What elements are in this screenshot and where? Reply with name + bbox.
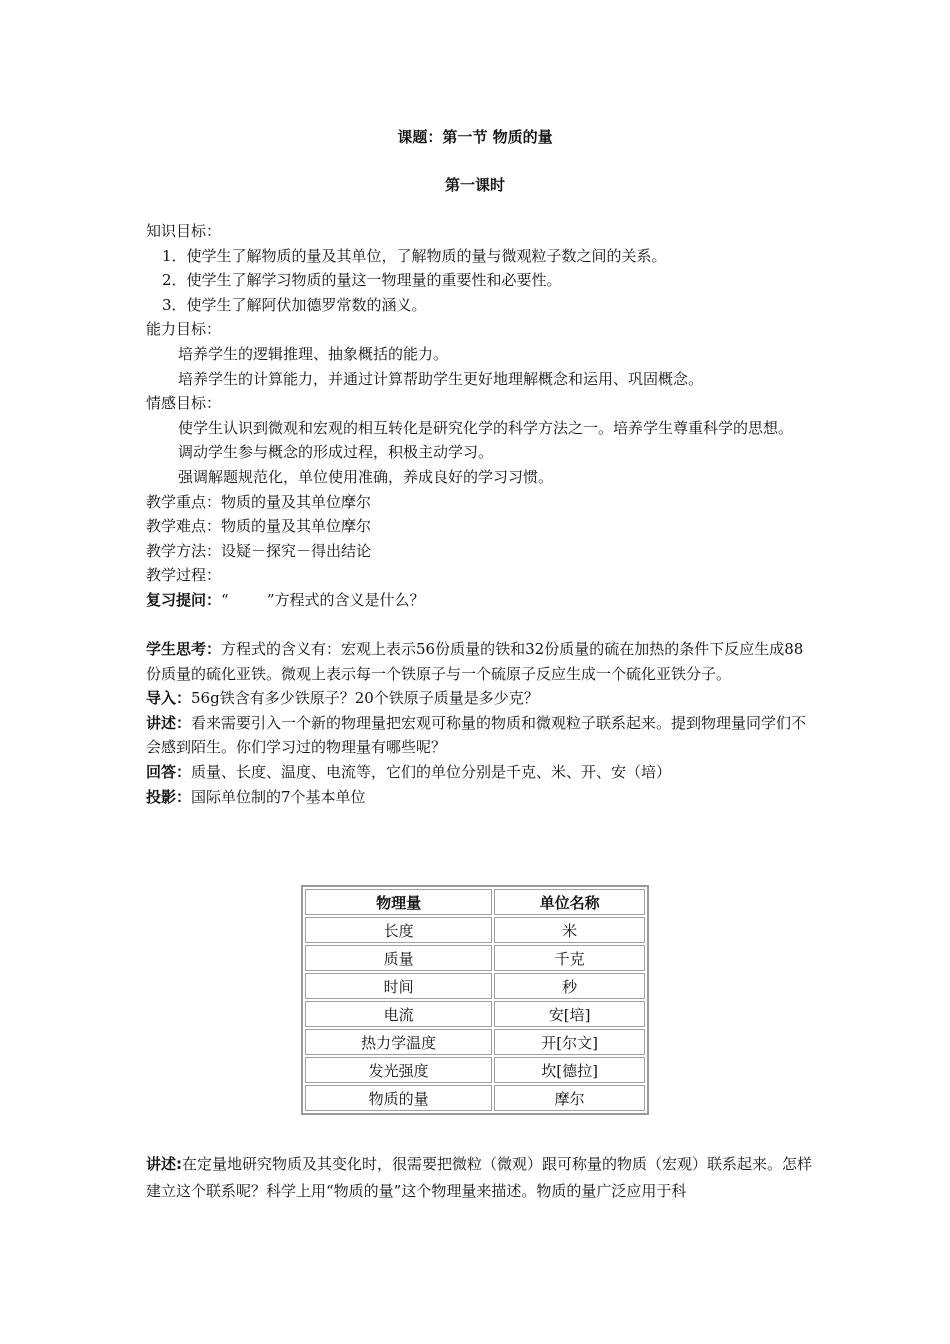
student-thinking <box>146 637 812 686</box>
table-header-cell: 单位名称 <box>494 889 645 915</box>
teaching-process: 教学过程： <box>146 566 222 585</box>
answer-label: 回答： <box>146 763 192 782</box>
intro <box>146 686 816 711</box>
lesson-title: 课题：第一节 物质的量 <box>397 128 553 146</box>
emotion-goal-item: 强调解题规范化，单位使用准确，养成良好的学习习惯。 <box>178 467 554 486</box>
ability-goal-item: 培养学生的逻辑推理、抽象概括的能力。 <box>178 344 449 363</box>
lecture-1-label: 讲述： <box>146 713 192 732</box>
review-label: 复习提问： <box>146 590 222 609</box>
projection <box>146 785 816 810</box>
table-cell: 开[尔文] <box>494 1029 645 1055</box>
knowledge-goal-item: 3．使学生了解阿伏加德罗常数的涵义。 <box>162 295 427 314</box>
table-cell: 秒 <box>494 973 645 999</box>
table-cell: 电流 <box>305 1001 492 1027</box>
table-cell: 长度 <box>305 917 492 943</box>
ability-goals-heading: 能力目标： <box>146 320 222 339</box>
table-cell: 热力学温度 <box>305 1029 492 1055</box>
knowledge-goal-item: 1．使学生了解物质的量及其单位，了解物质的量与微观粒子数之间的关系。 <box>162 246 667 265</box>
table-cell: 千克 <box>494 945 645 971</box>
knowledge-goal-item: 2．使学生了解学习物质的量这一物理量的重要性和必要性。 <box>162 271 562 290</box>
table-cell: 物质的量 <box>305 1085 492 1111</box>
lecture-2 <box>146 1151 826 1205</box>
table-cell: 安[培] <box>494 1001 645 1027</box>
review-text: “ ”方程式的含义是什么？ <box>221 590 425 609</box>
table-row <box>305 917 645 943</box>
student-thinking-label: 学生思考： <box>146 640 222 659</box>
emotion-goals-heading: 情感目标： <box>146 394 222 413</box>
lesson-body <box>146 219 816 809</box>
projection-label: 投影： <box>146 787 192 806</box>
lecture-2-text: 在定量地研究物质及其变化时，很需要把微粒（微观）跟可称量的物质（宏观）联系起来。怎样建立这个联系呢？科学上用“物质的量”这个物理量来描述。物质的量广泛应用于科 <box>146 1155 813 1200</box>
lecture-1-text: 看来需要引入一个新的物理量把宏观可称量的物质和微观粒子联系起来。提到物理量同学们不会感到陌生。你们学习过的物理量有哪些呢？ <box>146 713 807 757</box>
emotion-goal-item <box>146 416 810 441</box>
answer <box>146 760 816 785</box>
table-cell: 时间 <box>305 973 492 999</box>
table-cell: 发光强度 <box>305 1057 492 1083</box>
intro-label: 导入： <box>146 689 192 708</box>
spacer <box>146 613 816 638</box>
table-row <box>305 973 645 999</box>
intro-text: 56g铁含有多少铁原子？20个铁原子质量是多少克？ <box>191 689 539 708</box>
table-row <box>305 1085 645 1111</box>
projection-text: 国际单位制的7个基本单位 <box>191 787 366 806</box>
emotion-goal-item: 调动学生参与概念的形成过程，积极主动学习。 <box>178 443 494 462</box>
student-thinking-text: 方程式的含义有：宏观上表示56份质量的铁和32份质量的硫在加热的条件下反应生成88份质量的硫化亚铁。微观上表示每一个铁原子与一个硫原子反应生成一个硫化亚铁分子。 <box>146 640 804 683</box>
table-row <box>305 1001 645 1027</box>
si-units-table <box>301 885 649 1115</box>
emotion-goal-text: 使学生认识到微观和宏观的相互转化是研究化学的科学方法之一。培养学生尊重科学的思想。 <box>178 418 794 437</box>
teaching-difficulty: 教学难点：物质的量及其单位摩尔 <box>146 517 372 536</box>
table-header-cell: 物理量 <box>305 889 492 915</box>
review-question <box>146 588 816 613</box>
teaching-key-point: 教学重点：物质的量及其单位摩尔 <box>146 492 372 511</box>
table-cell: 米 <box>494 917 645 943</box>
answer-text: 质量、长度、温度、电流等，它们的单位分别是千克、米、开、安（培） <box>191 763 672 782</box>
lecture-2-label: 讲述: <box>146 1155 182 1173</box>
lecture-2-paragraph <box>146 1151 826 1205</box>
table-header-row <box>305 889 645 915</box>
lesson-subtitle: 第一课时 <box>444 176 505 194</box>
ability-goal-item: 培养学生的计算能力，并通过计算帮助学生更好地理解概念和运用、巩固概念。 <box>178 369 704 388</box>
lecture-1 <box>146 711 812 760</box>
table-cell: 质量 <box>305 945 492 971</box>
knowledge-goals-heading: 知识目标： <box>146 222 222 240</box>
table-row <box>305 1029 645 1055</box>
table-row <box>305 1057 645 1083</box>
teaching-method: 教学方法：设疑－探究－得出结论 <box>146 541 372 560</box>
table-row <box>305 945 645 971</box>
table-cell: 摩尔 <box>494 1085 645 1111</box>
table-cell: 坎[德拉] <box>494 1057 645 1083</box>
